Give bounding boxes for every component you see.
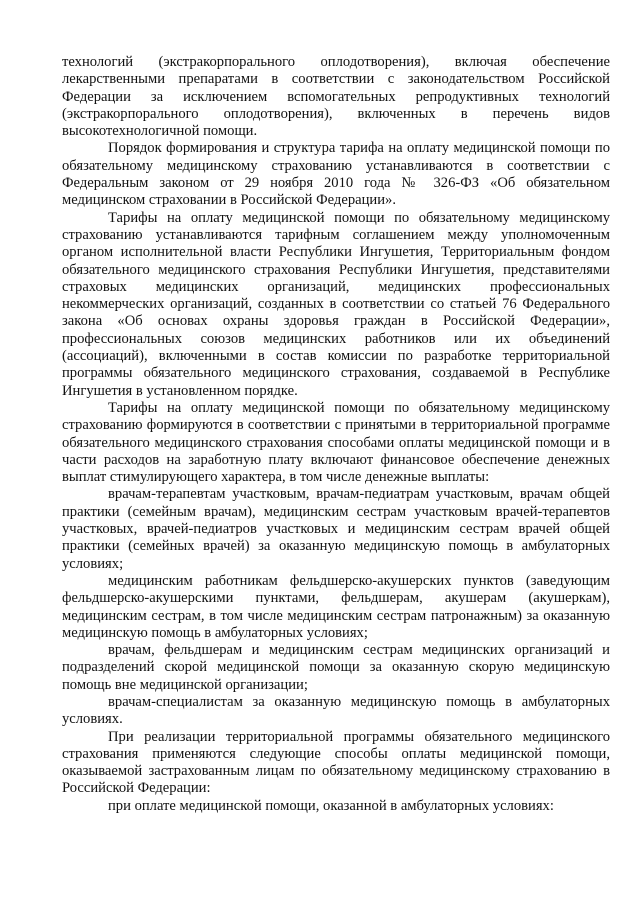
list-item-emergency: врачам, фельдшерам и медицинским сестрам медицинских организаций и подразделений скорой медицинской помощи за оказанную скорую медицинскую помощь вне медицинской организации; — [62, 642, 610, 693]
list-item-fap-workers: медицинским работникам фельдшерско-акушерских пунктов (заведующим фельдшерско-акушерскими пунктами, фельдшерам, акушерам (акушеркам), медицинским сестрам, в том числе медицинским сестрам патронажным) за оказанную медицинскую помощь в амбулаторных условиях; — [62, 572, 610, 641]
paragraph-continuation: технологий (экстракорпорального оплодотворения), включая обеспечение лекарственными препаратами в соответствии с законодательством Российской Федерации за исключением вспомогательных репродуктивных технологий (экстракорпорального оплодотворения), включенных в перечень видов высокотехнологичной помощи. — [62, 54, 610, 140]
paragraph-outpatient-payment: при оплате медицинской помощи, оказанной в амбулаторных условиях: — [108, 797, 554, 814]
paragraph-tariff-formation: Тарифы на оплату медицинской помощи по обязательному медицинскому страхованию формируются в соответствии с принятыми в территориальной программе обязательного медицинского страхования способами оплаты медицинской помощи и в части расходов на заработную плату включают финансовое обеспечение денежных выплат стимулирующего характера, в том числе денежные выплаты: — [62, 399, 610, 486]
paragraph-tariff-agreement: Тарифы на оплату медицинской помощи по обязательному медицинскому страхованию устанавливаются тарифным соглашением между уполномоченным органом исполнительной власти Республики Ингушетия, Территориальным фондом обязательного медицинского страхования Республики Ингушетия, представителями страховых медицинских организаций, медицинских профессиональных некоммерческих организаций, созданных в соответствии со статьей 76 Федерального закона «Об основах охраны здоровья граждан в Российской Федерации», профессиональных союзов медицинских работников или их объединений (ассоциаций), включенными в состав комиссии по разработке территориальной программы обязательного медицинского страхования, создаваемой в Республике Ингушетия в установленном порядке. — [62, 209, 610, 399]
list-item-therapists: врачам-терапевтам участковым, врачам-педиатрам участковым, врачам общей практики (семейным врачам), медицинским сестрам участковым врачей-терапевтов участковых, врачей-педиатров участковых и медицинским сестрам врачей общей практики (семейных врачей) за оказанную медицинскую помощь в амбулаторных условиях; — [62, 486, 610, 572]
paragraph-tariff-structure: Порядок формирования и структура тарифа на оплату медицинской помощи по обязательному медицинскому страхованию устанавливаются в соответствии с Федеральным законом от 29 ноября 2010 года № 326-ФЗ «Об обязательном медицинском страховании в Российской Федерации». — [62, 140, 610, 209]
paragraph-payment-methods: При реализации территориальной программы обязательного медицинского страхования применяются следующие способы оплаты медицинской помощи, оказываемой застрахованным лицам по обязательному медицинскому страхованию в Российской Федерации: — [62, 728, 610, 797]
document-page — [62, 54, 610, 815]
list-item-specialists: врачам-специалистам за оказанную медицинскую помощь в амбулаторных условиях. — [62, 693, 610, 728]
